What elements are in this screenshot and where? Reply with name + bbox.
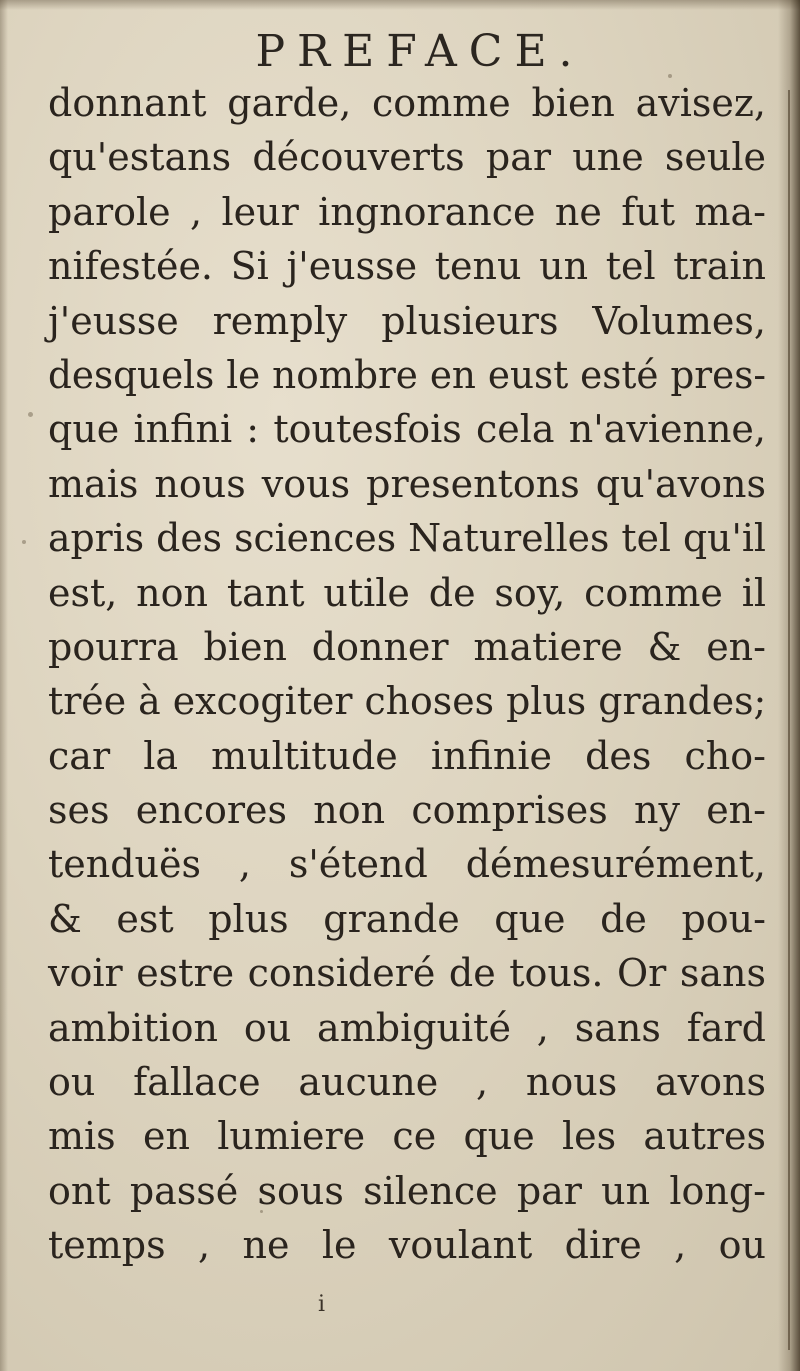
text-line: pourra bien donner matiere & en- <box>48 624 766 669</box>
text-line: que infini : toutesfois cela n'avienne, <box>48 407 766 452</box>
text-line: desquels le nombre en eust esté pres- <box>48 352 766 397</box>
running-head: PREFACE. <box>255 26 585 77</box>
text-line: ont passé sous silence par un long- <box>48 1168 766 1213</box>
text-line: voir estre consideré de tous. Or sans <box>48 951 766 996</box>
text-line: donnant garde, comme bien avisez, <box>48 81 766 125</box>
paper-speck <box>668 74 672 78</box>
text-line: apris des sciences Naturelles tel qu'il <box>48 516 766 561</box>
paper-speck <box>28 412 33 417</box>
folio-mark: i <box>318 1292 326 1317</box>
text-line: mis en lumiere ce que les autres <box>48 1114 766 1159</box>
text-line: est, non tant utile de soy, comme il <box>48 570 766 615</box>
text-line: trée à excogiter choses plus grandes; <box>48 679 767 724</box>
paper-speck <box>260 1210 263 1213</box>
text-line: & est plus grande que de pou- <box>48 896 766 941</box>
text-line: ou fallace aucune , nous avons <box>48 1060 766 1105</box>
text-line: mais nous vous presentons qu'avons <box>48 461 766 506</box>
paper-speck <box>22 540 26 544</box>
text-line: car la multitude infinie des cho- <box>48 733 766 778</box>
page-left-edge <box>0 0 8 1371</box>
text-line: ambition ou ambiguité , sans fard <box>48 1005 766 1050</box>
body-text <box>48 76 766 1273</box>
text-line: temps , ne le voulant dire , ou <box>48 1223 766 1268</box>
text-line: ses encores non comprises ny en- <box>48 788 766 833</box>
page-top-edge <box>0 0 800 10</box>
text-line: tenduës , s'étend démesurément, <box>48 842 766 887</box>
text-line: nifestée. Si j'eusse tenu un tel train <box>48 244 766 289</box>
binding-line <box>788 90 790 1350</box>
text-line: parole , leur ingnorance ne fut ma- <box>48 189 766 234</box>
text-line: qu'estans découverts par une seule <box>48 135 766 180</box>
text-line: j'eusse remply plusieurs Volumes, <box>48 298 766 343</box>
